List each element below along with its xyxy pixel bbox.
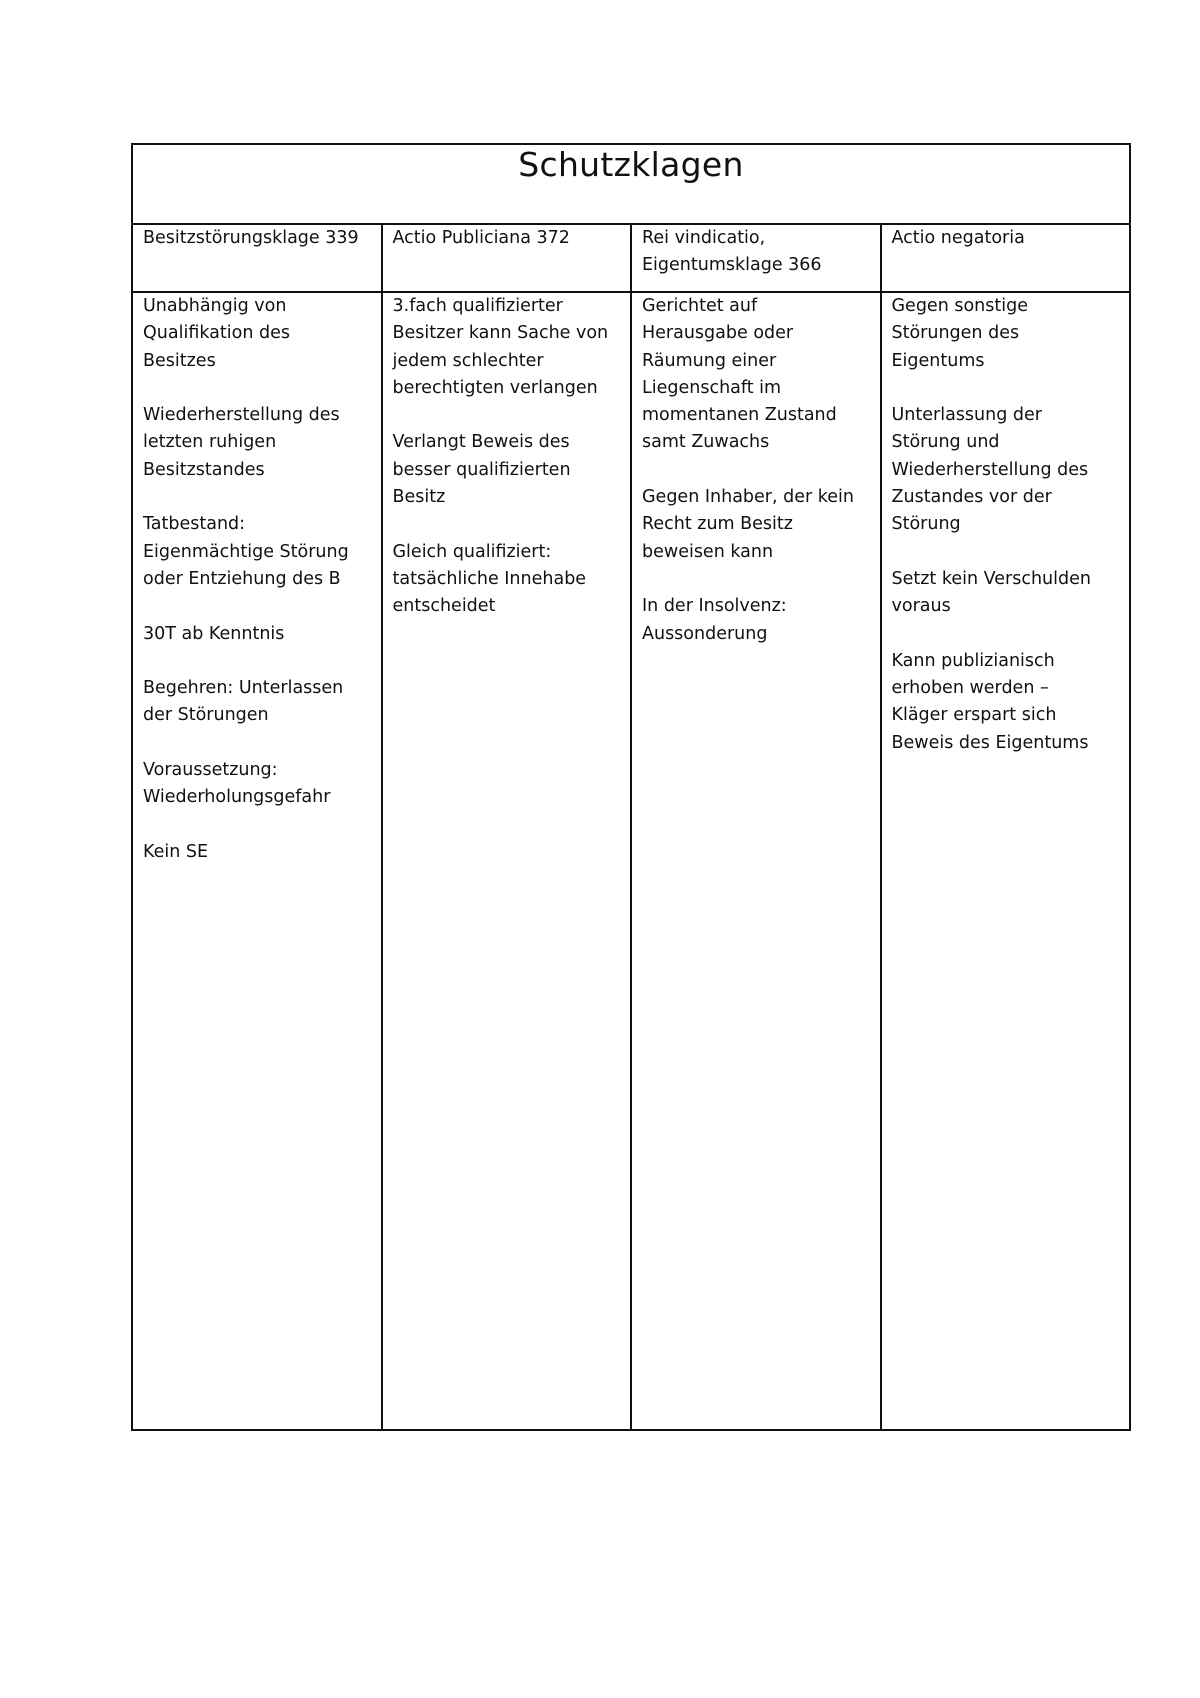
- paragraph-line: Voraussetzung:: [143, 760, 278, 781]
- paragraph-line: Kein SE: [143, 841, 209, 862]
- paragraph-line: Liegenschaft im: [642, 377, 782, 398]
- paragraph-line: Beweis des Eigentums: [891, 732, 1089, 753]
- paragraph-line: 30T ab Kenntnis: [143, 623, 285, 644]
- header-line: Rei vindicatio,: [642, 228, 766, 248]
- paragraph-line: oder Entziehung des B: [143, 568, 341, 589]
- paragraph-line: Aussonderung: [642, 623, 768, 644]
- paragraph-line: Unabhängig von: [143, 296, 287, 316]
- paragraph-line: Räumung einer: [642, 350, 777, 371]
- paragraph-line: erhoben werden –: [891, 678, 1049, 699]
- paragraph-line: Qualifikation des: [143, 323, 290, 344]
- cell-paragraph: [143, 675, 371, 730]
- header-cell-actio-negatoria: [881, 224, 1131, 292]
- cell-paragraph: [642, 593, 870, 648]
- header-cell-rei-vindicatio: [631, 224, 881, 292]
- cell-paragraph: [143, 511, 371, 593]
- paragraph-line: voraus: [891, 596, 951, 617]
- paragraph-line: Tatbestand:: [143, 514, 246, 535]
- paragraph-line: momentanen Zustand: [642, 405, 837, 426]
- content-row: [132, 292, 1130, 1430]
- paragraph-line: Recht zum Besitz: [642, 514, 793, 535]
- cell-paragraph: [892, 566, 1120, 621]
- schutzklagen-table: [131, 143, 1131, 1431]
- content-cell-actio-negatoria: [881, 292, 1131, 1430]
- table-title: Schutzklagen: [132, 144, 1130, 224]
- paragraph-line: Eigenmächtige Störung: [143, 541, 349, 562]
- header-cell-besitzstoerungsklage: [132, 224, 382, 292]
- cell-paragraph: [143, 402, 371, 484]
- cell-paragraph: [393, 429, 621, 511]
- cell-paragraph: [143, 293, 371, 375]
- cell-paragraph: [143, 839, 371, 866]
- paragraph-line: Störung: [891, 514, 961, 535]
- paragraph-line: Störung und: [891, 432, 1000, 453]
- header-line: Actio negatoria: [891, 228, 1025, 248]
- paragraph-line: Wiederholungsgefahr: [143, 787, 331, 808]
- paragraph-line: Zustandes vor der: [891, 487, 1052, 508]
- title-row: [132, 144, 1130, 224]
- paragraph-line: Herausgabe oder: [642, 323, 794, 344]
- paragraph-line: letzten ruhigen: [143, 432, 277, 453]
- paragraph-line: Wiederherstellung des: [143, 405, 340, 426]
- paragraph-line: Begehren: Unterlassen: [143, 678, 344, 699]
- header-line: Eigentumsklage 366: [642, 255, 822, 275]
- paragraph-line: Gleich qualifiziert:: [392, 541, 552, 562]
- paragraph-line: tatsächliche Innehabe: [392, 568, 587, 589]
- paragraph-line: Besitzes: [143, 350, 216, 371]
- paragraph-line: Besitz: [392, 487, 446, 508]
- header-line: Actio Publiciana 372: [392, 228, 570, 248]
- cell-paragraph: [143, 757, 371, 812]
- paragraph-line: Besitzstandes: [143, 459, 265, 480]
- header-row: [132, 224, 1130, 292]
- cell-paragraph: [642, 484, 870, 566]
- header-cell-actio-publiciana: [382, 224, 632, 292]
- paragraph-line: Unterlassung der: [891, 405, 1042, 426]
- cell-paragraph: [892, 402, 1120, 538]
- paragraph-line: Gerichtet auf: [642, 296, 758, 316]
- paragraph-line: Gegen sonstige: [891, 296, 1028, 316]
- paragraph-line: Kann publizianisch: [891, 650, 1055, 671]
- content-cell-rei-vindicatio: [631, 292, 881, 1430]
- paragraph-line: 3.fach qualifizierter: [392, 296, 563, 316]
- cell-paragraph: [892, 293, 1120, 375]
- cell-paragraph: [892, 648, 1120, 757]
- paragraph-line: entscheidet: [392, 596, 496, 617]
- paragraph-line: berechtigten verlangen: [392, 377, 598, 398]
- paragraph-line: Wiederherstellung des: [891, 459, 1089, 480]
- cell-paragraph: [642, 293, 870, 457]
- cell-paragraph: [393, 293, 621, 402]
- content-cell-besitzstoerungsklage: [132, 292, 382, 1430]
- paragraph-line: Besitzer kann Sache von: [392, 323, 609, 344]
- content-cell-actio-publiciana: [382, 292, 632, 1430]
- paragraph-line: Kläger erspart sich: [891, 705, 1057, 726]
- paragraph-line: samt Zuwachs: [642, 432, 770, 453]
- paragraph-line: Störungen des: [891, 323, 1020, 344]
- cell-paragraph: [143, 621, 371, 648]
- paragraph-line: der Störungen: [143, 705, 269, 726]
- paragraph-line: Gegen Inhaber, der kein: [642, 487, 854, 508]
- paragraph-line: besser qualifizierten: [392, 459, 571, 480]
- paragraph-line: jedem schlechter: [392, 350, 544, 371]
- cell-paragraph: [393, 539, 621, 621]
- paragraph-line: Eigentums: [891, 350, 985, 371]
- header-line: Besitzstörungsklage 339: [143, 228, 359, 248]
- paragraph-line: beweisen kann: [642, 541, 774, 562]
- paragraph-line: Setzt kein Verschulden: [891, 568, 1091, 589]
- paragraph-line: In der Insolvenz:: [642, 596, 787, 617]
- paragraph-line: Verlangt Beweis des: [392, 432, 570, 453]
